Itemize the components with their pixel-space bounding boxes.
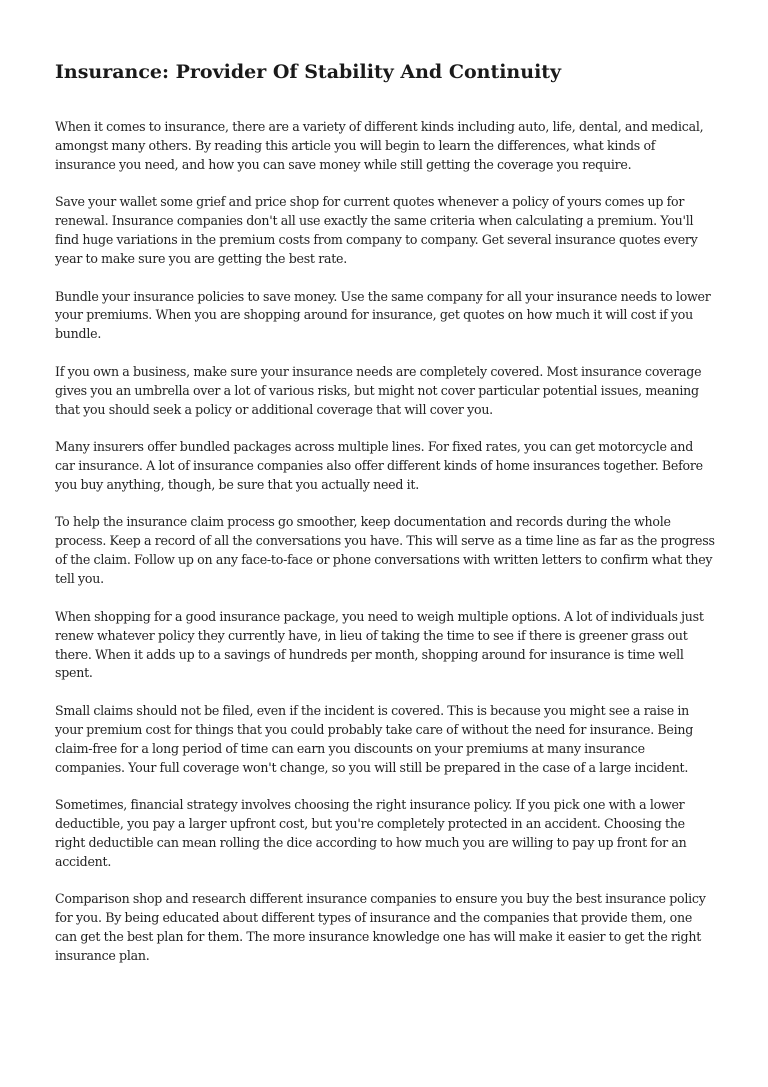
- paragraph-deductible: Sometimes, financial strategy involves choosing the right insurance policy. If you pick one with a lower deductible, you pay a larger upfront cost, but you're completely protected in an accident. Choosing the right deductible can mean rolling the dice according to how much you are willing to pay up front for an accident.: [55, 797, 687, 869]
- paragraph-shopping: When shopping for a good insurance package, you need to weigh multiple options. A lot of individuals just renew whatever policy they currently have, in lieu of taking the time to see if there is greener grass out there. When it adds up to a savings of hundreds per month, shopping around for insurance is time well spent.: [55, 608, 704, 681]
- paragraph-business: If you own a business, make sure your insurance needs are completely covered. Most insurance coverage gives you an umbrella over a lot of various risks, but might not cover particular potential issues, meaning that you should seek a policy or additional coverage that will cover you.: [55, 363, 702, 417]
- document-page: [55, 58, 715, 985]
- paragraph-intro: When it comes to insurance, there are a variety of different kinds including auto, life, dental, and medical, amongst many others. By reading this article you will begin to learn the differences, what kinds of insurance you need, and how you can save money while still getting the coverage you require.: [55, 119, 704, 172]
- paragraph-price-shop: Save your wallet some grief and price shop for current quotes whenever a policy of yours comes up for renewal. Insurance companies don't all use exactly the same criteria when calculating a premium. You'll find huge variations in the premium costs from company to company. Get several insurance quotes every year to make sure you are getting the best rate.: [55, 194, 698, 267]
- page-title: Insurance: Provider Of Stability And Continuity: [55, 61, 562, 83]
- paragraph-bundled-packages: Many insurers offer bundled packages across multiple lines. For fixed rates, you can get motorcycle and car insurance. A lot of insurance companies also offer different kinds of home insurances together. Before you buy anything, though, be sure that you actually need it.: [55, 439, 703, 492]
- paragraph-comparison: Comparison shop and research different insurance companies to ensure you buy the best insurance policy for you. By being educated about different types of insurance and the companies that provide them, one can get the best plan for them. The more insurance knowledge one has will make it easier to get the right insurance plan.: [55, 891, 706, 964]
- paragraph-claim-process: To help the insurance claim process go smoother, keep documentation and records during the whole process. Keep a record of all the conversations you have. This will serve as a time line as far as the progress of the claim. Follow up on any face-to-face or phone conversations with written letters to confirm what they tell you.: [55, 514, 715, 587]
- paragraph-bundle: Bundle your insurance policies to save money. Use the same company for all your insurance needs to lower your premiums. When you are shopping around for insurance, get quotes on how much it will cost if you bundle.: [55, 288, 711, 342]
- paragraph-small-claims: Small claims should not be filed, even if the incident is covered. This is because you might see a raise in your premium cost for things that you could probably take care of without the need for insurance. Being claim-free for a long period of time can earn you discounts on your premiums at many insurance companies. Your full coverage won't change, so you will still be prepared in the case of a large incident.: [55, 702, 694, 775]
